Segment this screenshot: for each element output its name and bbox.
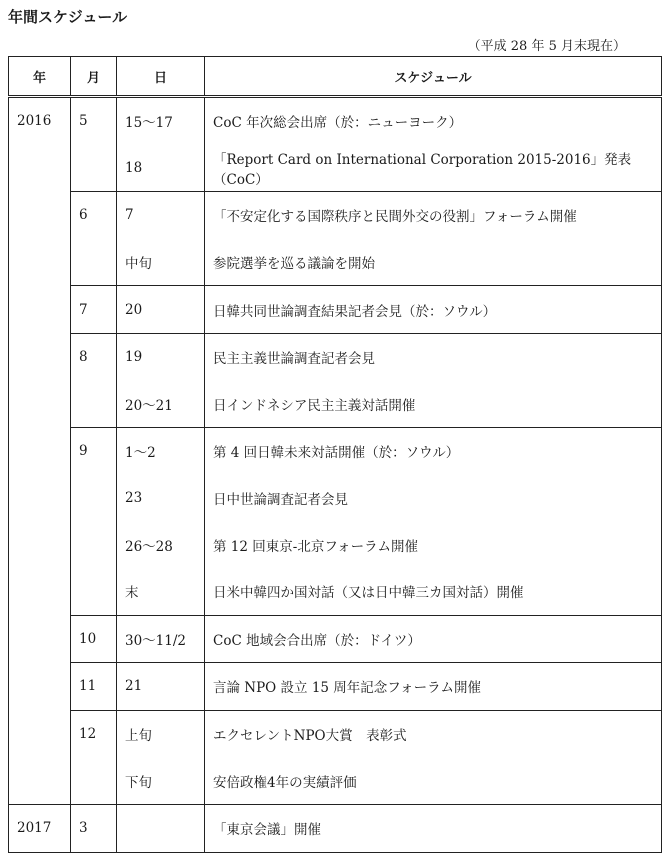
day-cell: [117, 804, 205, 852]
event-cell: 第 4 回日韓未来対話開催（於：ソウル）: [205, 428, 662, 475]
event-cell: 日韓共同世論調査結果記者会見（於：ソウル）: [205, 286, 662, 334]
page-title: 年間スケジュール: [8, 8, 128, 26]
month-cell: 11: [71, 663, 117, 711]
table-row: [9, 286, 662, 334]
event-cell: 日米中韓四か国対話（又は日中韓三カ国対話）開催: [205, 568, 662, 615]
month-cell: 8: [71, 333, 117, 380]
month-cell: 3: [71, 804, 117, 852]
day-cell: 15～17: [117, 97, 205, 145]
event-cell: 安倍政権4年の実績評価: [205, 757, 662, 804]
day-cell: 20: [117, 286, 205, 334]
event-cell: 日中世論調査記者会見: [205, 475, 662, 522]
year-cell: [9, 475, 71, 522]
day-cell: 23: [117, 475, 205, 522]
month-cell: [71, 475, 117, 522]
table-row: [9, 428, 662, 475]
header-month: 月: [71, 57, 117, 97]
year-cell: [9, 145, 71, 192]
day-cell: 7: [117, 192, 205, 239]
month-cell: 7: [71, 286, 117, 334]
table-row: [9, 97, 662, 145]
month-cell: 12: [71, 710, 117, 757]
table-row: [9, 568, 662, 615]
event-cell: 言論 NPO 設立 15 周年記念フォーラム開催: [205, 663, 662, 711]
day-cell: 18: [117, 145, 205, 192]
event-cell: 「不安定化する国際秩序と民間外交の役割」フォーラム開催: [205, 192, 662, 239]
event-cell: 参院選挙を巡る議論を開始: [205, 239, 662, 286]
table-row: [9, 663, 662, 711]
as-of-date: （平成 28 年 5 月末現在）: [467, 39, 626, 54]
table-header-row: [9, 57, 662, 97]
year-cell: [9, 710, 71, 757]
day-cell: 上旬: [117, 710, 205, 757]
month-cell: [71, 145, 117, 192]
year-cell: 2017: [9, 804, 71, 852]
year-cell: [9, 333, 71, 380]
month-cell: 5: [71, 97, 117, 145]
day-cell: 1～2: [117, 428, 205, 475]
day-cell: 末: [117, 568, 205, 615]
event-cell: 「Report Card on International Corporation 2015-2016」発表（CoC）: [205, 145, 662, 192]
year-cell: [9, 757, 71, 804]
year-cell: [9, 428, 71, 475]
month-cell: 6: [71, 192, 117, 239]
day-cell: 21: [117, 663, 205, 711]
day-cell: 26～28: [117, 521, 205, 568]
event-cell: 日インドネシア民主主義対話開催: [205, 381, 662, 428]
table-row: [9, 381, 662, 428]
year-cell: [9, 286, 71, 334]
month-cell: [71, 239, 117, 286]
table-row: [9, 333, 662, 380]
day-cell: 30～11/2: [117, 615, 205, 663]
table-row: [9, 145, 662, 192]
day-cell: 下旬: [117, 757, 205, 804]
event-cell: CoC 地域会合出席（於：ドイツ）: [205, 615, 662, 663]
day-cell: 19: [117, 333, 205, 380]
table-row: [9, 757, 662, 804]
month-cell: 9: [71, 428, 117, 475]
year-cell: [9, 521, 71, 568]
year-cell: [9, 239, 71, 286]
month-cell: [71, 568, 117, 615]
year-cell: [9, 381, 71, 428]
year-cell: 2016: [9, 97, 71, 145]
month-cell: [71, 521, 117, 568]
month-cell: [71, 757, 117, 804]
month-cell: 10: [71, 615, 117, 663]
table-row: [9, 475, 662, 522]
table-row: [9, 804, 662, 852]
day-cell: 中旬: [117, 239, 205, 286]
table-row: [9, 710, 662, 757]
event-cell: 民主主義世論調査記者会見: [205, 333, 662, 380]
event-cell: 「東京会議」開催: [205, 804, 662, 852]
year-cell: [9, 663, 71, 711]
day-cell: 20～21: [117, 381, 205, 428]
table-row: [9, 192, 662, 239]
schedule-table: [8, 56, 662, 853]
event-cell: エクセレントNPO大賞 表彰式: [205, 710, 662, 757]
header-schedule: スケジュール: [205, 57, 662, 97]
table-row: [9, 521, 662, 568]
month-cell: [71, 381, 117, 428]
table-row: [9, 615, 662, 663]
year-cell: [9, 615, 71, 663]
year-cell: [9, 568, 71, 615]
year-cell: [9, 192, 71, 239]
header-year: 年: [9, 57, 71, 97]
header-day: 日: [117, 57, 205, 97]
event-cell: CoC 年次総会出席（於：ニューヨーク）: [205, 97, 662, 145]
event-cell: 第 12 回東京-北京フォーラム開催: [205, 521, 662, 568]
table-row: [9, 239, 662, 286]
